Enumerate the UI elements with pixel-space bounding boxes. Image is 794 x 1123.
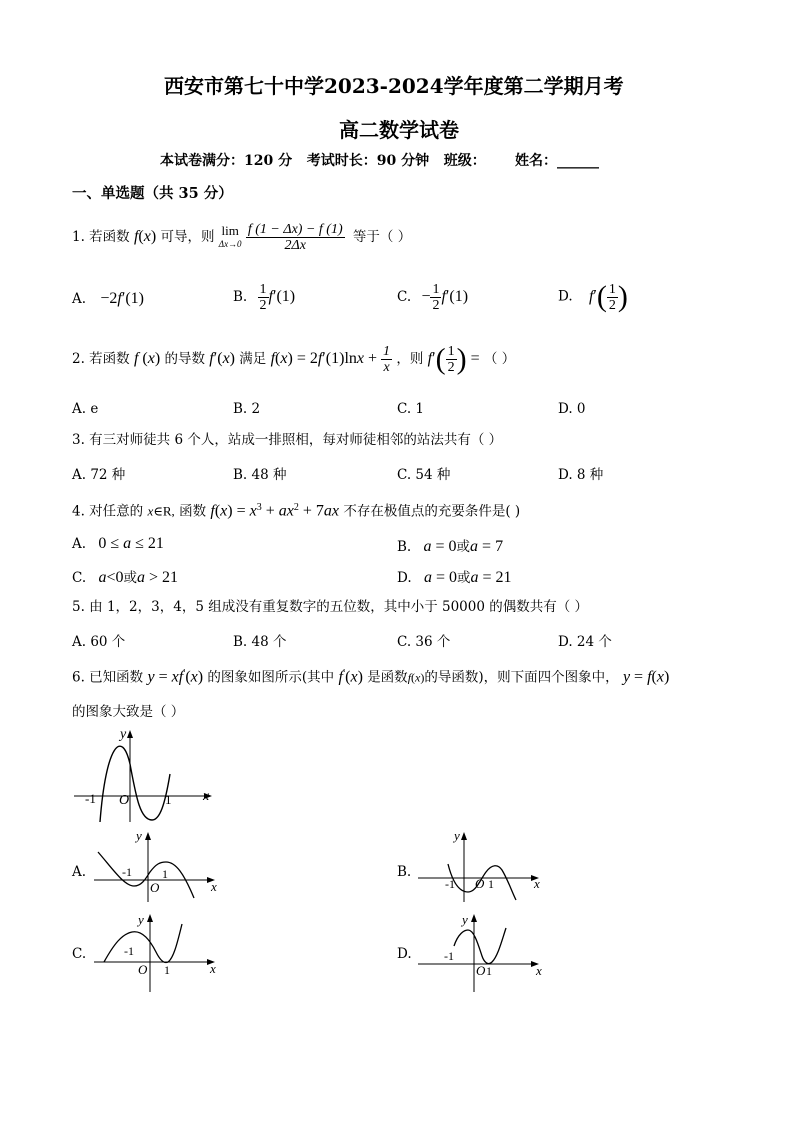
b-pos1-label: 1 bbox=[488, 877, 494, 891]
q6-option-c-label[interactable]: C. bbox=[72, 946, 87, 962]
a-o-label: O bbox=[150, 880, 160, 895]
a-x-label: x bbox=[211, 879, 217, 894]
q1-option-c[interactable]: C. − $\frac{1}{2}$ f′(1) bbox=[397, 282, 469, 313]
q6-option-a-label[interactable]: A. bbox=[72, 864, 87, 880]
q3-option-d[interactable]: D. 8 种 bbox=[558, 467, 604, 483]
q1-text-b: 可导，则 bbox=[160, 229, 215, 245]
a-y-label: y bbox=[136, 828, 142, 843]
q6-option-c-graph[interactable] bbox=[94, 910, 224, 994]
section-heading: 一、单选题（共 35 分） bbox=[72, 185, 233, 202]
q6-option-b-label[interactable]: B. bbox=[397, 864, 412, 880]
b-x-label: x bbox=[534, 876, 540, 891]
q1-option-a[interactable]: A. −2f′(1) bbox=[72, 290, 144, 307]
b-y-label: y bbox=[454, 828, 460, 843]
given-o-label: O bbox=[119, 793, 130, 808]
given-x-label: x bbox=[203, 789, 210, 804]
q1-fx: f bbox=[133, 228, 139, 245]
d-o-label: O bbox=[476, 963, 486, 978]
given-y-label: y bbox=[120, 727, 127, 742]
q6-given-graph bbox=[72, 724, 222, 824]
q5-option-b[interactable]: B. 48 个 bbox=[233, 634, 287, 650]
question-1: 1. 若函数 f(x) 可导，则 lim Δx→0 $\frac{f (1 - \Delta x) - f (1)}{2\Delta x}$ 等于（ ） bbox=[72, 222, 412, 253]
a-pos1-label: 1 bbox=[162, 867, 168, 881]
exam-info: 本试卷满分：120 分 考试时长：90 分钟 班级： 姓名：______ bbox=[160, 153, 599, 169]
q1-option-b[interactable]: B. $\frac{1}{2}$ f′(1) bbox=[233, 282, 296, 313]
given-neg1-label: -1 bbox=[85, 791, 96, 806]
b-o-label: O bbox=[475, 876, 485, 891]
c-y-label: y bbox=[138, 912, 144, 927]
d-neg1-label: -1 bbox=[444, 949, 454, 963]
q6-option-a-graph[interactable] bbox=[94, 828, 224, 904]
c-o-label: O bbox=[138, 962, 148, 977]
question-6: 6. 已知函数 y = xf′(x) 的图象如图所示(其中 f′(x) 是函数f(x)的导函数)，则下面四个图象中， y = f(x) bbox=[72, 668, 670, 686]
q2-option-d[interactable]: D. 0 bbox=[558, 401, 586, 417]
d-x-label: x bbox=[536, 963, 542, 978]
c-x-label: x bbox=[210, 961, 216, 976]
q3-option-a[interactable]: A. 72 种 bbox=[72, 467, 126, 483]
b-neg1-label: -1 bbox=[445, 877, 455, 891]
q2-option-c[interactable]: C. 1 bbox=[397, 401, 425, 417]
q1-fraction: $\frac{f (1 - \Delta x) - f (1)}{2\Delta x}$ bbox=[247, 222, 343, 253]
q3-option-b[interactable]: B. 48 种 bbox=[233, 467, 287, 483]
question-2: 2. 若函数 f (x) 的导数 f′(x) 满足 f(x) = 2f′(1)lnx + $\frac{1}{x}$ ，则 f′( $\frac{1}{2}$ ) = （ ） bbox=[72, 342, 516, 376]
a-neg1-label: -1 bbox=[122, 865, 132, 879]
q5-option-d[interactable]: D. 24 个 bbox=[558, 634, 612, 650]
c-neg1-label: -1 bbox=[124, 944, 134, 958]
given-pos1-label: 1 bbox=[165, 792, 172, 807]
q3-option-c[interactable]: C. 54 种 bbox=[397, 467, 451, 483]
q4-option-c[interactable]: C. a<0或a > 21 bbox=[72, 569, 178, 586]
question-5: 5. 由 1，2，3，4，5 组成没有重复数字的五位数，其中小于 50000 的偶数共有（ ） bbox=[72, 599, 589, 615]
q5-option-a[interactable]: A. 60 个 bbox=[72, 634, 126, 650]
q6-option-d-graph[interactable] bbox=[418, 910, 548, 994]
q1-text-c: 等于（ ） bbox=[352, 229, 412, 245]
q4-option-d[interactable]: D. a = 0或a = 21 bbox=[397, 569, 512, 586]
q1-text-a: 1. 若函数 bbox=[72, 229, 130, 245]
question-3: 3. 有三对师徒共 6 个人，站成一排照相，每对师徒相邻的站法共有（ ） bbox=[72, 432, 503, 448]
d-y-label: y bbox=[462, 912, 468, 927]
q2-option-a[interactable]: A. e bbox=[72, 401, 99, 417]
q4-option-a[interactable]: A. 0 ≤ a ≤ 21 bbox=[72, 535, 164, 552]
c-pos1-label: 1 bbox=[164, 963, 170, 977]
q5-option-c[interactable]: C. 36 个 bbox=[397, 634, 451, 650]
question-6-line2: 的图象大致是（ ） bbox=[72, 704, 185, 720]
d-pos1-label: 1 bbox=[486, 964, 492, 978]
q1-lim: lim Δx→0 bbox=[218, 223, 242, 249]
q1-option-d[interactable]: D. f′( $\frac{1}{2}$ ) bbox=[558, 280, 628, 313]
q6-option-d-label[interactable]: D. bbox=[397, 946, 412, 962]
q4-option-b[interactable]: B. a = 0或a = 7 bbox=[397, 538, 504, 555]
q2-option-b[interactable]: B. 2 bbox=[233, 401, 261, 417]
question-4: 4. 对任意的 x∈R, 函数 $f(x) = x^3 + ax^2 + 7ax$ 不存在极值点的充要条件是( ) bbox=[72, 502, 521, 520]
exam-title: 西安市第七十中学2023-2024学年度第二学期月考 bbox=[164, 74, 624, 98]
q6-option-b-graph[interactable] bbox=[418, 828, 548, 904]
exam-subtitle: 高二数学试卷 bbox=[339, 118, 459, 142]
